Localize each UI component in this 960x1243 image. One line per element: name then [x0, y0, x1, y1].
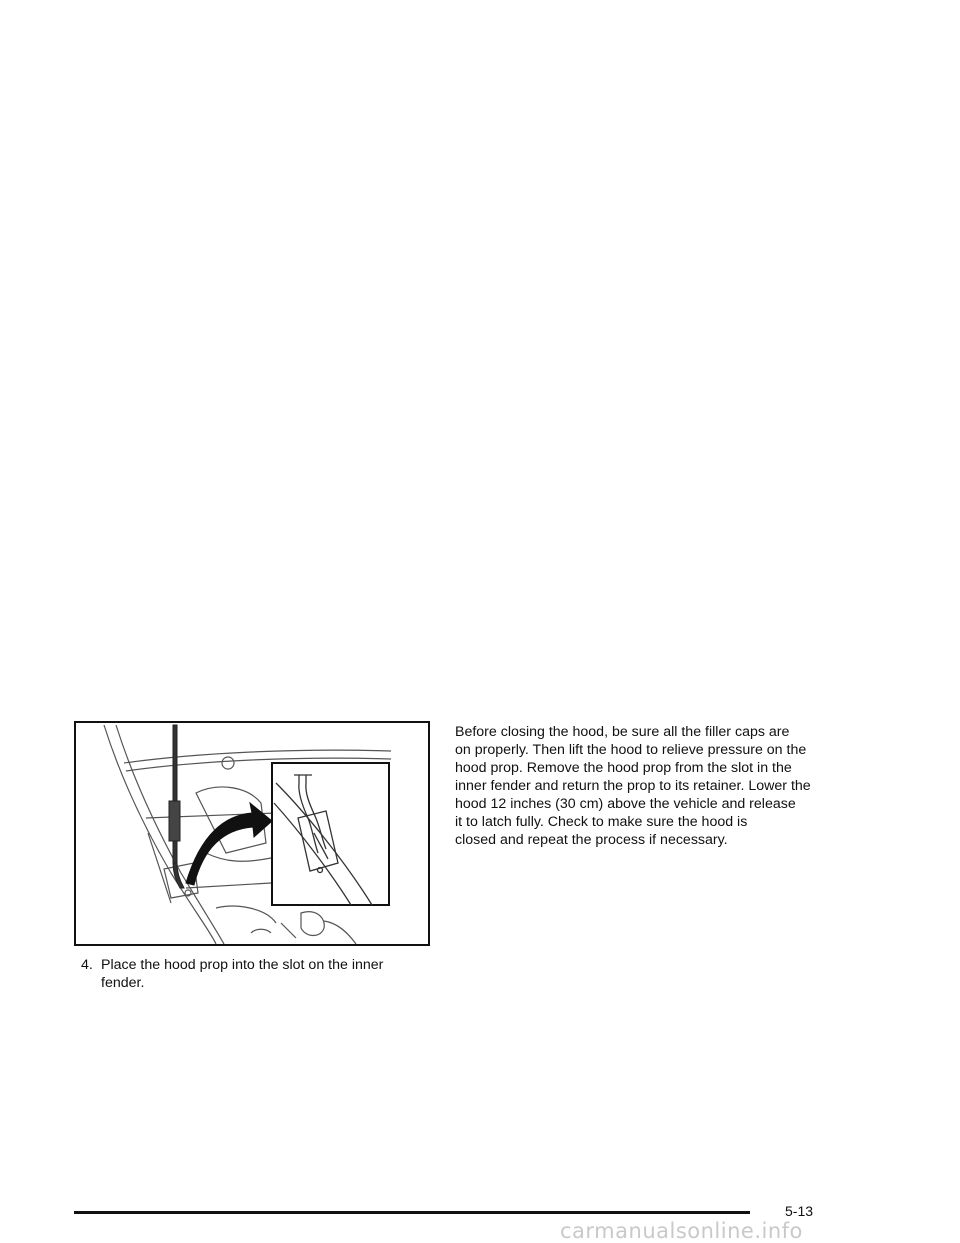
step-text-line-2: fender. — [101, 975, 145, 991]
watermark: carmanualsonline.info — [560, 1219, 803, 1243]
hood-prop-diagram — [76, 723, 428, 944]
step-line-1 — [81, 956, 426, 974]
paragraph-line: it to latch fully. Check to make sure the hood is — [455, 814, 748, 830]
paragraph-line: closed and repeat the process if necessary. — [455, 832, 728, 848]
step-text-line-1: Place the hood prop into the slot on the inner — [101, 957, 384, 973]
paragraph-line: hood 12 inches (30 cm) above the vehicle and release — [455, 796, 796, 812]
step-number: 4. — [81, 957, 93, 973]
footer-rule — [74, 1211, 750, 1214]
step-4 — [81, 956, 426, 992]
closing-hood-paragraph — [455, 723, 825, 849]
page-number: 5-13 — [785, 1203, 814, 1219]
paragraph-line: on properly. Then lift the hood to relieve pressure on the — [455, 742, 807, 758]
paragraph-line: hood prop. Remove the hood prop from the slot in the — [455, 760, 792, 776]
paragraph-line: inner fender and return the prop to its retainer. Lower the — [455, 778, 811, 794]
paragraph-line: Before closing the hood, be sure all the filler caps are — [455, 724, 790, 740]
hood-prop-illustration — [74, 721, 430, 946]
